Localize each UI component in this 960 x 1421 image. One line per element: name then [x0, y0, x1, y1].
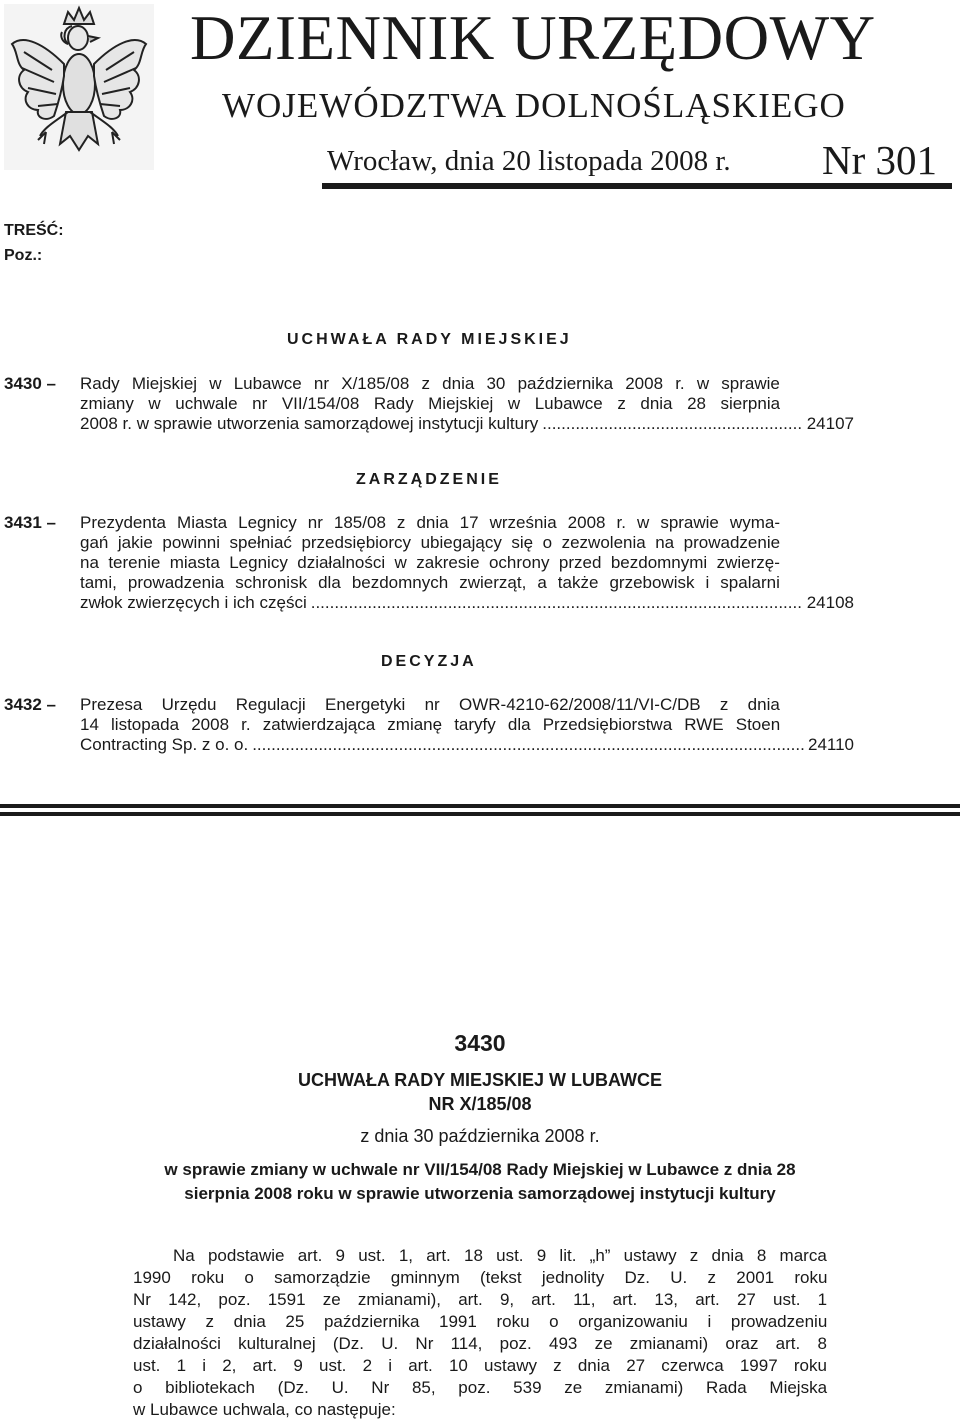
section-heading-order: ZARZĄDZENIE [356, 471, 502, 488]
act-body-line: w Lubawce uchwala, co następuje: [133, 1400, 396, 1419]
act-title-number: NR X/185/08 [428, 1094, 532, 1114]
section-heading-decision: DECYZJA [381, 653, 477, 670]
entry-line: Prezydenta Miasta Legnicy nr 185/08 z dnia 17 września 2008 r. w sprawie wyma- [80, 513, 780, 532]
act-body-line: 1990 roku o samorządzie gminnym (tekst jednolity Dz. U. z 2001 roku [133, 1268, 828, 1287]
act-body [133, 1245, 827, 1421]
entry-line: na terenie miasta Legnicy działalności w zakresie ochrony przed bezdomnymi zwierzę- [80, 553, 780, 572]
entry-last-line [80, 735, 854, 755]
entry-number: 3432 – [4, 695, 56, 714]
masthead-subtitle: WOJEWÓDZTWA DOLNOŚLĄSKIEGO [222, 86, 846, 125]
issue-number: Nr 301 [822, 137, 938, 183]
entry-line: Rady Miejskiej w Lubawce nr X/185/08 z dnia 30 października 2008 r. w sprawie [80, 374, 780, 393]
section-heading-resolution: UCHWAŁA RADY MIEJSKIEJ [287, 331, 572, 348]
page-reference: 24110 [807, 735, 854, 754]
entry-number: 3430 – [4, 374, 56, 393]
page-reference: 24108 [806, 593, 854, 612]
entry-line: zmiany w uchwale nr VII/154/08 Rady Miejskiej w Lubawce z dnia 28 sierpnia [80, 394, 780, 413]
act-body-line: ustawy z dnia 25 października 1991 roku o organizowaniu i prowadzeniu [133, 1312, 828, 1331]
entry-line: Contracting Sp. z o. o. [80, 735, 249, 754]
act-subject: w sprawie zmiany w uchwale nr VII/154/08 Rady Miejskiej w Lubawce z dnia 28 sierpnia 2008 roku w sprawie utworzenia samorządowej instytucji kultury [164, 1160, 796, 1203]
dot-leader [252, 735, 804, 755]
position-label: Poz.: [4, 247, 43, 264]
entry-line: 14 listopada 2008 r. zatwierdzająca zmianę taryfy dla Przedsiębiorstwa RWE Stoen [80, 715, 780, 734]
entry-last-line [80, 414, 854, 434]
entry-number: 3431 – [4, 513, 56, 532]
contents-divider-bottom [0, 812, 960, 816]
entry-line: 2008 r. w sprawie utworzenia samorządowej instytucji kultury [80, 414, 539, 433]
contents-label: TREŚĆ: [4, 222, 64, 239]
entry-line: gań jakie powinni spełniać przedsiębiorcy ubiegający się o zezwolenia na prowadzenie [80, 533, 780, 552]
entry-line: zwłok zwierzęcych i ich części [80, 593, 307, 612]
act-body-line: Nr 142, poz. 1591 ze zmianami), art. 9, art. 11, art. 13, art. 27 ust. 1 [133, 1290, 828, 1309]
act-body-line: działalności kulturalnej (Dz. U. Nr 114, poz. 493 ze zmianami) oraz art. 8 [133, 1334, 827, 1353]
polish-eagle-emblem-icon [4, 4, 154, 170]
act-title: UCHWAŁA RADY MIEJSKIEJ W LUBAWCE [297, 1070, 663, 1090]
act-date: z dnia 30 października 2008 r. [360, 1126, 600, 1146]
act-number: 3430 [454, 1030, 506, 1056]
act-body-line: Na podstawie art. 9 ust. 1, art. 18 ust. 9 lit. „h” ustawy z dnia 8 marca [173, 1246, 827, 1265]
entry-line: tami, prowadzenia schronisk dla bezdomnych zwierząt, a także grzebowisk i spalarni [80, 573, 780, 592]
page-reference: 24107 [806, 414, 854, 433]
entry-last-line [80, 593, 854, 613]
toc-entry-3432[interactable] [80, 695, 854, 755]
header-rule [322, 183, 952, 189]
act-body-line: o bibliotekach (Dz. U. Nr 85, poz. 539 ze zmianami) Rada Miejska [133, 1378, 828, 1397]
entry-line: Prezesa Urzędu Regulacji Energetyki nr OWR-4210-62/2008/11/VI-C/DB z dnia [80, 695, 780, 714]
dot-leader [542, 414, 802, 434]
toc-entry-3431[interactable] [80, 513, 854, 613]
dot-leader [311, 593, 803, 613]
masthead-title: DZIENNIK URZĘDOWY [190, 3, 876, 73]
act-body-line: ust. 1 i 2, art. 9 ust. 2 i art. 10 ustawy z dnia 27 czerwca 1997 roku [133, 1356, 827, 1375]
contents-divider-top [0, 804, 960, 808]
issue-date: Wrocław, dnia 20 listopada 2008 r. [327, 145, 731, 177]
toc-entry-3430[interactable] [80, 374, 854, 434]
